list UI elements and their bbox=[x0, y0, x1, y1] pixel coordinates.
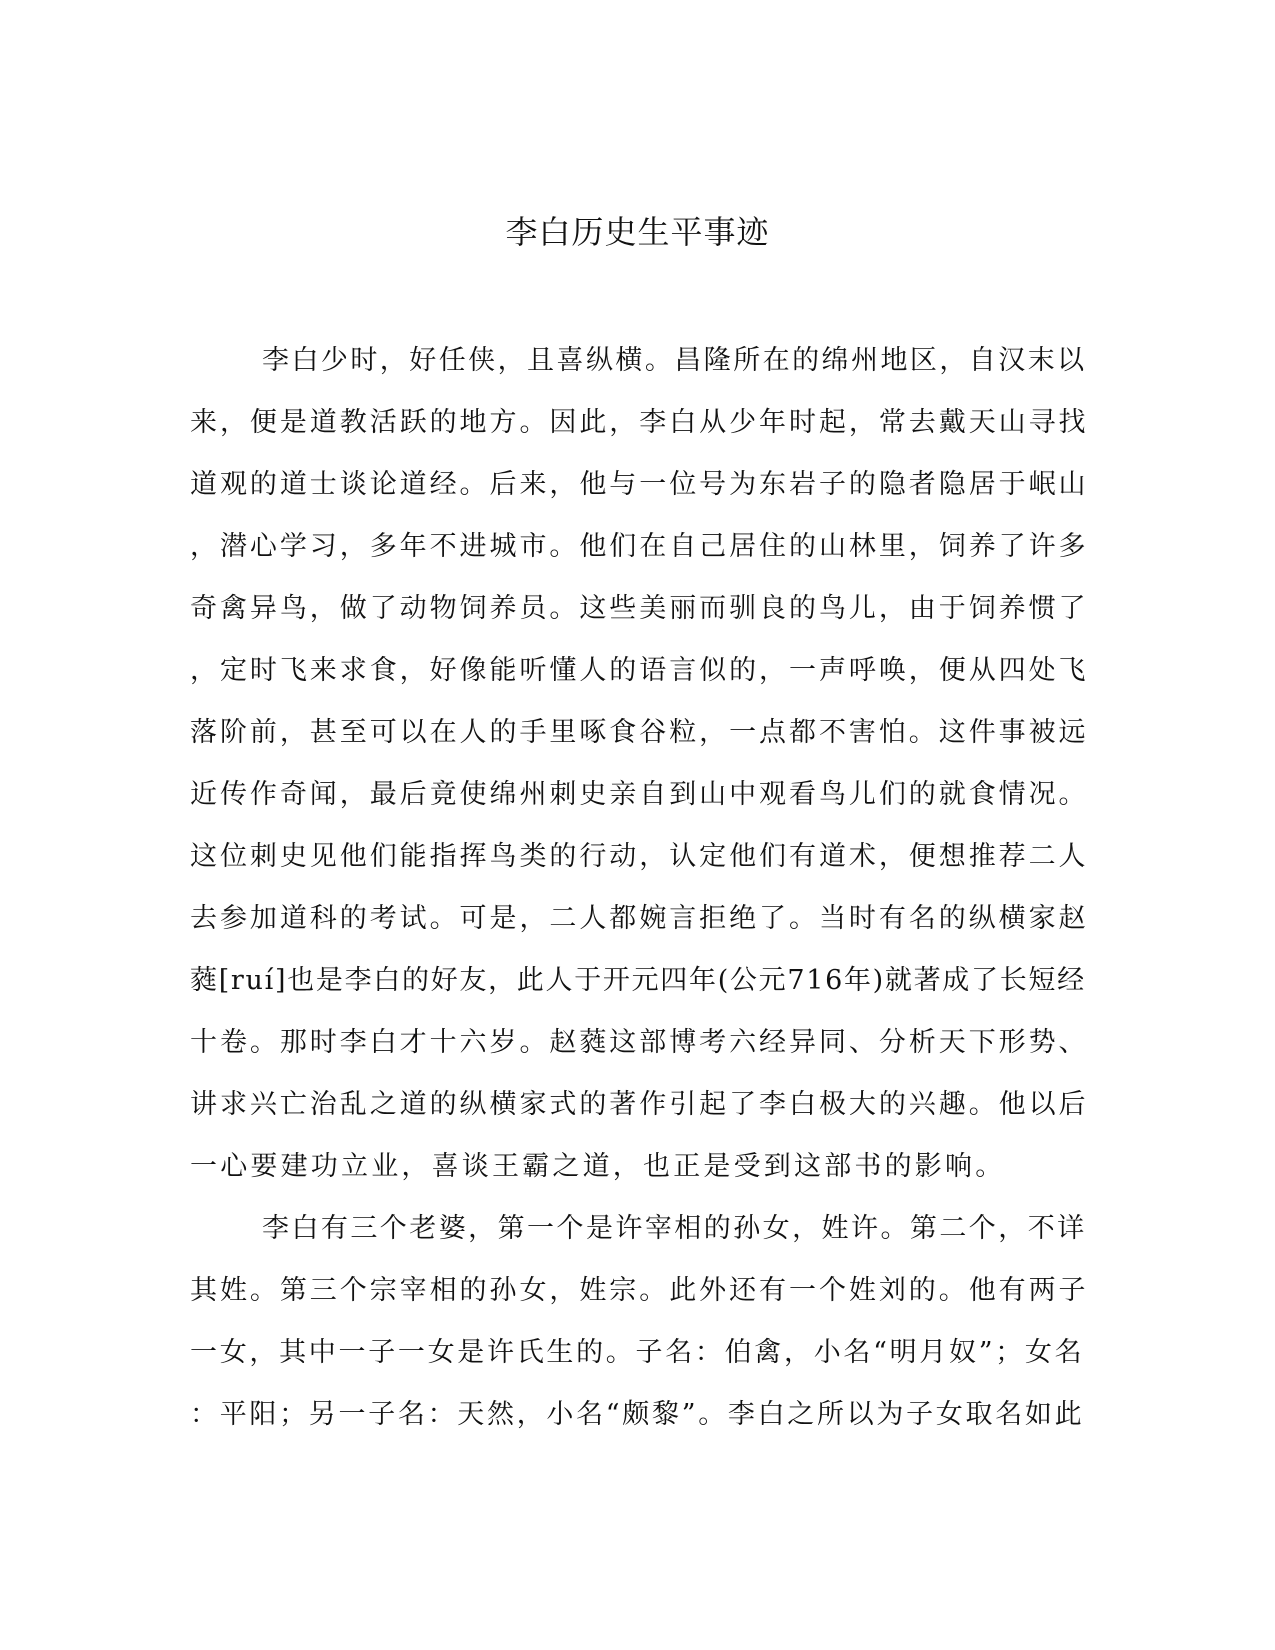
text-line: 落阶前，甚至可以在人的手里啄食谷粒，一点都不害怕。这件事被远 bbox=[190, 717, 1089, 748]
text-line: 李白少时，好任侠，且喜纵横。昌隆所在的绵州地区，自汉末以 bbox=[262, 345, 1087, 376]
text-line: 十卷。那时李白才十六岁。赵蕤这部博考六经异同、分析天下形势、 bbox=[190, 1027, 1089, 1058]
document-body bbox=[190, 330, 1090, 1446]
text-line: 道观的道士谈论道经。后来，他与一位号为东岩子的隐者隐居于岷山 bbox=[190, 469, 1089, 500]
text-line: 其姓。第三个宗宰相的孙女，姓宗。此外还有一个姓刘的。他有两子 bbox=[190, 1275, 1089, 1306]
text-line: 一女，其中一子一女是许氏生的。子名：伯禽，小名“明月奴”；女名 bbox=[190, 1337, 1085, 1368]
text-line: 李白有三个老婆，第一个是许宰相的孙女，姓许。第二个，不详 bbox=[262, 1213, 1087, 1244]
text-line: 来，便是道教活跃的地方。因此，李白从少年时起，常去戴天山寻找 bbox=[190, 407, 1089, 438]
text-line: ，定时飞来求食，好像能听懂人的语言似的，一声呼唤，便从四处飞 bbox=[190, 655, 1089, 686]
text-line: 蕤[ruí]也是李白的好友，此人于开元四年(公元716年)就著成了长短经 bbox=[190, 965, 1086, 996]
text-line: ：平阳；另一子名：天然，小名“颇黎”。李白之所以为子女取名如此 bbox=[190, 1399, 1085, 1430]
page-title: 李白历史生平事迹 bbox=[505, 213, 770, 251]
text-line: 去参加道科的考试。可是，二人都婉言拒绝了。当时有名的纵横家赵 bbox=[190, 903, 1089, 934]
text-line: 讲求兴亡治乱之道的纵横家式的著作引起了李白极大的兴趣。他以后 bbox=[190, 1089, 1089, 1120]
text-line: 这位刺史见他们能指挥鸟类的行动，认定他们有道术，便想推荐二人 bbox=[190, 841, 1089, 872]
text-line: 一心要建功立业，喜谈王霸之道，也正是受到这部书的影响。 bbox=[190, 1151, 1006, 1182]
text-line: ，潜心学习，多年不进城市。他们在自己居住的山林里，饲养了许多 bbox=[190, 531, 1089, 562]
text-line: 奇禽异鸟，做了动物饲养员。这些美丽而驯良的鸟儿，由于饲养惯了 bbox=[190, 593, 1089, 624]
text-line: 近传作奇闻，最后竟使绵州刺史亲自到山中观看鸟儿们的就食情况。 bbox=[190, 779, 1089, 810]
